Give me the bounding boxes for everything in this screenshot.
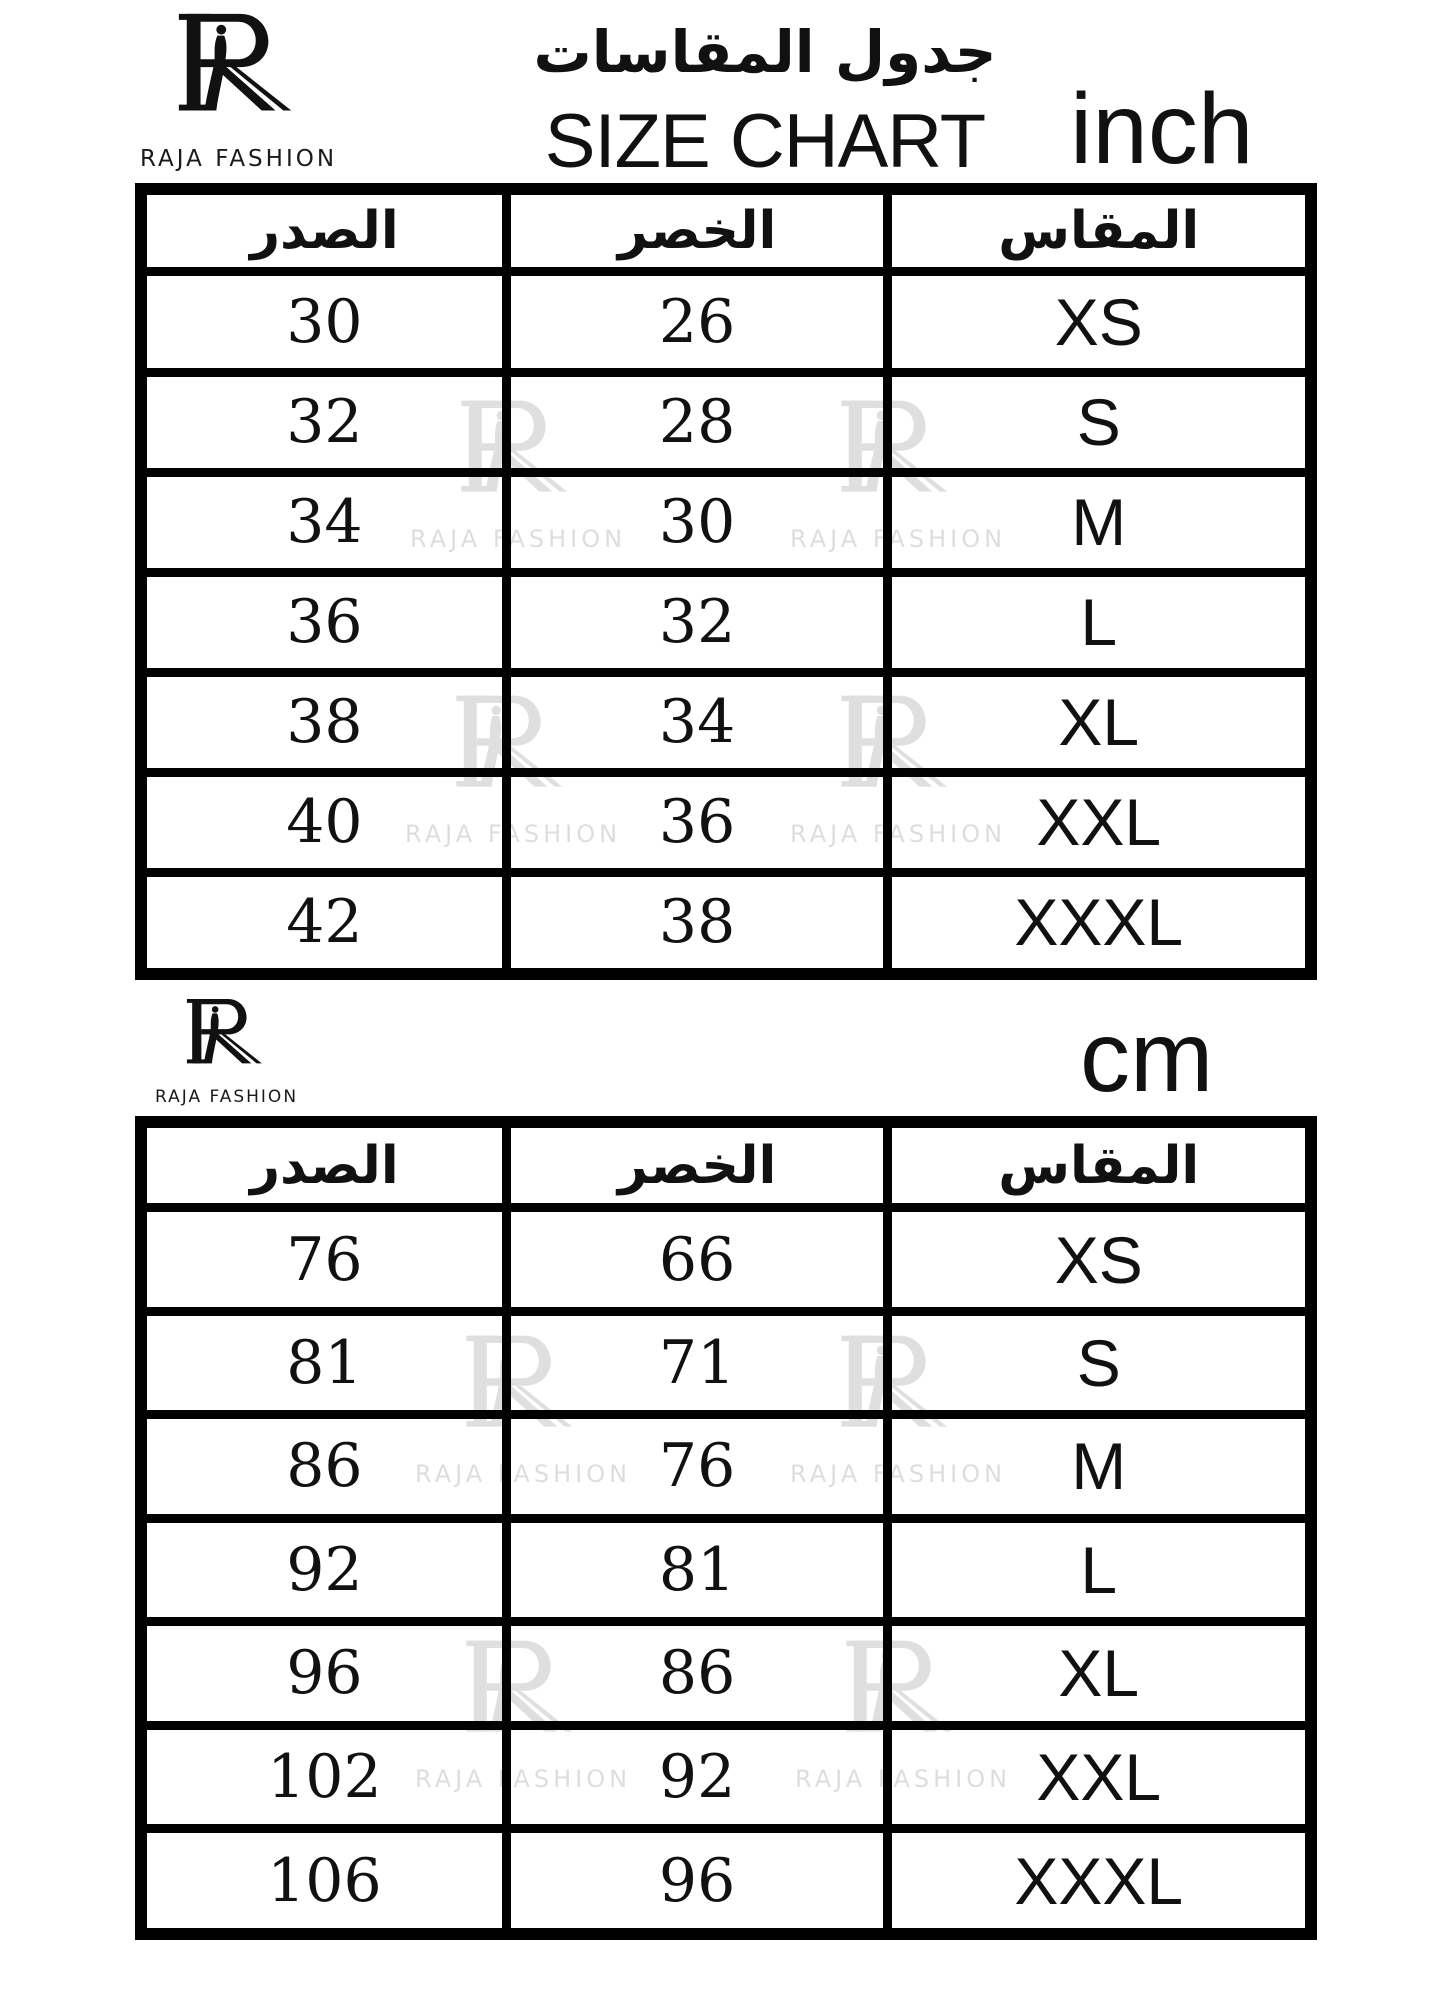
- size-value: M: [888, 1415, 1311, 1518]
- waist-value: 66: [506, 1208, 888, 1311]
- waist-value: 96: [506, 1829, 888, 1934]
- chest-value: 38: [141, 672, 506, 772]
- waist-value: 32: [506, 572, 888, 672]
- table-header-row: [141, 189, 1311, 272]
- table-row: [141, 1518, 1311, 1621]
- chest-value: 86: [141, 1415, 506, 1518]
- size-table-cm: [135, 1116, 1317, 1940]
- chest-value: 106: [141, 1829, 506, 1934]
- waist-value: 34: [506, 672, 888, 772]
- watermark-brand: RAJA FASHION: [790, 525, 1007, 553]
- size-value: XXXL: [888, 1829, 1311, 1934]
- table-row: [141, 272, 1311, 372]
- watermark-brand: RAJA FASHION: [410, 525, 627, 553]
- waist-value: 30: [506, 472, 888, 572]
- chest-value: 34: [141, 472, 506, 572]
- size-value: L: [888, 1518, 1311, 1621]
- table-row: [141, 472, 1311, 572]
- waist-value: 28: [506, 372, 888, 472]
- chest-value: 81: [141, 1311, 506, 1414]
- size-value: XXL: [888, 1725, 1311, 1828]
- table-row: [141, 572, 1311, 672]
- table-row: [141, 772, 1311, 872]
- brand-monogram-icon: [177, 995, 277, 1087]
- size-value: XXL: [888, 772, 1311, 872]
- unit-label-inch: inch: [1070, 73, 1254, 185]
- brand-logo-small: [155, 995, 298, 1107]
- table-row: [141, 1829, 1311, 1934]
- brand-name: RAJA FASHION: [140, 146, 338, 172]
- waist-value: 81: [506, 1518, 888, 1621]
- watermark-brand: RAJA FASHION: [415, 1765, 632, 1793]
- chest-value: 32: [141, 372, 506, 472]
- table-row: [141, 1208, 1311, 1311]
- title-arabic: جدول المقاسات: [533, 18, 997, 86]
- waist-value: 86: [506, 1622, 888, 1725]
- waist-value: 71: [506, 1311, 888, 1414]
- table-row: [141, 1622, 1311, 1725]
- header-waist: الخصر: [506, 1122, 888, 1208]
- table-row: [141, 1725, 1311, 1828]
- table-row: [141, 1311, 1311, 1414]
- watermark-brand: RAJA FASHION: [790, 820, 1007, 848]
- header-waist: الخصر: [506, 189, 888, 272]
- chest-value: 96: [141, 1622, 506, 1725]
- chest-value: 102: [141, 1725, 506, 1828]
- size-value: L: [888, 572, 1311, 672]
- chest-value: 76: [141, 1208, 506, 1311]
- chest-value: 42: [141, 872, 506, 974]
- waist-value: 26: [506, 272, 888, 372]
- brand-monogram-icon: [164, 8, 314, 146]
- size-value: XS: [888, 1208, 1311, 1311]
- size-value: XL: [888, 672, 1311, 772]
- header-chest: الصدر: [141, 1122, 506, 1208]
- size-value: M: [888, 472, 1311, 572]
- chest-value: 40: [141, 772, 506, 872]
- waist-value: 36: [506, 772, 888, 872]
- brand-logo: [140, 8, 337, 172]
- table-header-row: [141, 1122, 1311, 1208]
- size-value: XL: [888, 1622, 1311, 1725]
- watermark-brand: RAJA FASHION: [790, 1460, 1007, 1488]
- table-row: [141, 1415, 1311, 1518]
- header-chest: الصدر: [141, 189, 506, 272]
- brand-name: RAJA FASHION: [155, 1087, 299, 1107]
- watermark-brand: RAJA FASHION: [795, 1765, 1012, 1793]
- header-size: المقاس: [888, 189, 1311, 272]
- chest-value: 36: [141, 572, 506, 672]
- size-value: S: [888, 372, 1311, 472]
- unit-label-cm: cm: [1080, 1001, 1214, 1113]
- title-english: SIZE CHART: [544, 99, 986, 184]
- size-value: XS: [888, 272, 1311, 372]
- chest-value: 92: [141, 1518, 506, 1621]
- waist-value: 38: [506, 872, 888, 974]
- header-size: المقاس: [888, 1122, 1311, 1208]
- table-row: [141, 872, 1311, 974]
- size-value: S: [888, 1311, 1311, 1414]
- watermark-brand: RAJA FASHION: [405, 820, 622, 848]
- table-row: [141, 672, 1311, 772]
- chest-value: 30: [141, 272, 506, 372]
- size-table-inch: [135, 183, 1317, 980]
- waist-value: 92: [506, 1725, 888, 1828]
- size-value: XXXL: [888, 872, 1311, 974]
- watermark-brand: RAJA FASHION: [415, 1460, 632, 1488]
- waist-value: 76: [506, 1415, 888, 1518]
- table-row: [141, 372, 1311, 472]
